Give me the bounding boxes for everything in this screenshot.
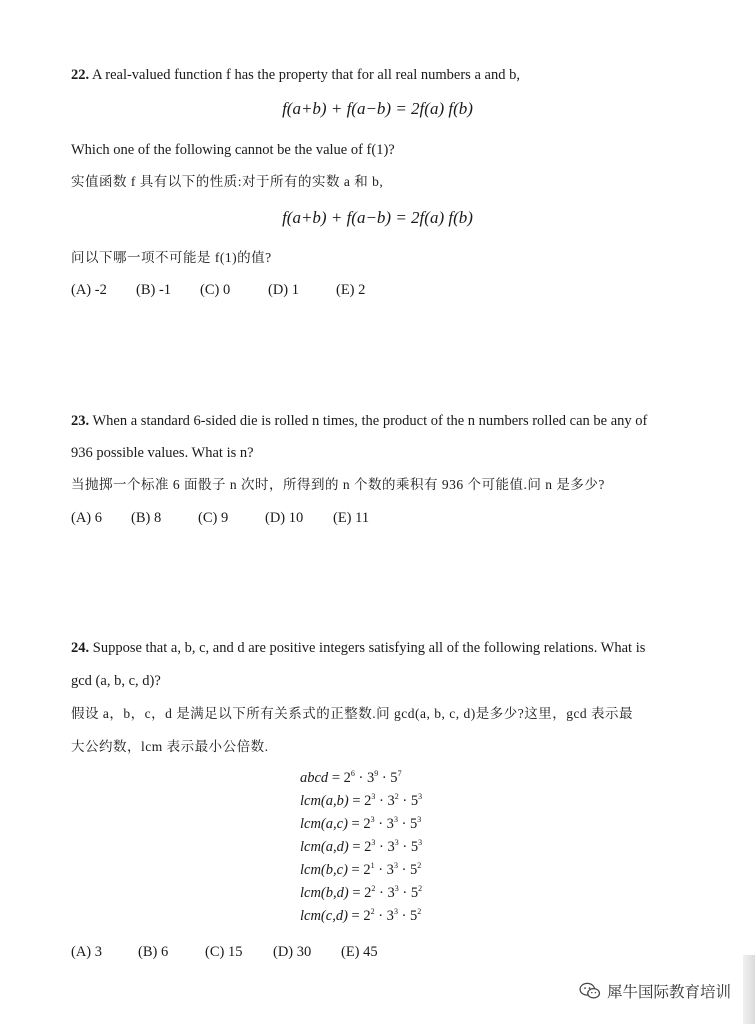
relation-lhs: lcm(c,d): [300, 908, 348, 924]
exp-3: 3: [393, 861, 398, 870]
exp-2: 1: [370, 861, 375, 870]
q23-choice-d: (D) 10: [265, 510, 304, 526]
relation-row: $lcm(a,c) = 2^3 \cdot 3^3 \cdot 5^3$: [300, 815, 422, 832]
q24-choice-c: (C) 15: [205, 944, 243, 960]
q23-choice-a: (A) 6: [71, 510, 103, 526]
exp-2: 3: [370, 815, 375, 824]
q22-cn-text: 实值函数 f 具有以下的性质:对于所有的实数 a 和 b,: [71, 174, 384, 189]
exp-3: 3: [393, 907, 398, 916]
exp-2: 2: [371, 884, 376, 893]
q24-text-1: [71, 639, 645, 657]
q23-text-1: [71, 412, 647, 430]
exp-5: 3: [417, 815, 422, 824]
q22-choice-e: (E) 2: [336, 282, 366, 298]
q24-text-2: gcd (a, b, c, d)?: [71, 673, 161, 689]
exp-5: 3: [418, 792, 423, 801]
q23-choice-e: (E) 11: [333, 510, 370, 526]
q22-choice-a: (A) -2: [71, 282, 107, 298]
relation-row: $lcm(b,d) = 2^2 \cdot 3^3 \cdot 5^2$: [300, 884, 423, 901]
q24-number: 24.: [71, 640, 90, 656]
watermark-text: 犀牛国际教育培训: [606, 983, 731, 1001]
q23-text-2: 936 possible values. What is n?: [71, 445, 254, 461]
exp-2: 3: [371, 792, 376, 801]
q22-choice-b: (B) -1: [136, 282, 172, 298]
relation-row: $lcm(b,c) = 2^1 \cdot 3^3 \cdot 5^2$: [300, 861, 422, 878]
exp-3: 3: [394, 838, 399, 847]
q24-cn-line-1: 假设 a，b，c，d 是满足以下所有关系式的正整数.问 gcd(a, b, c, d)是多少?这里，gcd 表示最: [71, 706, 634, 721]
q22-number: 22.: [71, 67, 90, 83]
q24-choice-b: (B) 6: [138, 944, 169, 960]
relation-lhs: lcm(a,d): [300, 839, 349, 855]
relation-lhs: lcm(a,b): [300, 793, 349, 809]
q24-choice-d: (D) 30: [273, 944, 312, 960]
q22-choice-d: (D) 1: [268, 282, 300, 298]
q22-cn-equation: f(a+b) + f(a−b) = 2f(a) f(b): [282, 208, 473, 227]
relation-row: $lcm(a,b) = 2^3 \cdot 3^2 \cdot 5^3$: [300, 792, 423, 809]
q23-cn-text: 当抛掷一个标准 6 面骰子 n 次时，所得到的 n 个数的乘积有 936 个可能值.问 n 是多少?: [71, 477, 605, 492]
q23-choice-b: (B) 8: [131, 510, 162, 526]
q22-question: Which one of the following cannot be the value of f(1)?: [71, 142, 395, 158]
exp-5: 2: [418, 884, 423, 893]
exp-2: 6: [350, 769, 355, 778]
exp-3: 9: [374, 769, 379, 778]
q22-choice-c: (C) 0: [200, 282, 231, 298]
relation-lhs: abcd: [300, 770, 329, 786]
watermark: [579, 980, 731, 1002]
relation-row: $lcm(c,d) = 2^2 \cdot 3^3 \cdot 5^2$: [300, 907, 422, 924]
relation-lhs: lcm(a,c): [300, 816, 348, 832]
exp-2: 2: [370, 907, 375, 916]
exp-5: 7: [397, 769, 402, 778]
exp-5: 2: [417, 907, 422, 916]
q22-text: [71, 66, 520, 84]
q24-choice-a: (A) 3: [71, 944, 103, 960]
q24-statement-1: Suppose that a, b, c, and d are positive integers satisfying all of the following relations. What is: [92, 640, 646, 656]
q22-statement: A real-valued function f has the property that for all real numbers a and b,: [91, 67, 520, 83]
exp-2: 3: [371, 838, 376, 847]
q24-choice-e: (E) 45: [341, 944, 378, 960]
relation-row: abcd = $2^6 \cdot 3^9 \cdot 5^7$: [300, 769, 402, 786]
q24-cn-line-2: 大公约数，lcm 表示最小公倍数.: [71, 739, 269, 754]
exp-3: 2: [394, 792, 399, 801]
q23-statement-1: When a standard 6-sided die is rolled n times, the product of the n numbers rolled can be any of: [92, 413, 648, 429]
page-edge: [743, 955, 755, 1024]
exp-5: 3: [418, 838, 423, 847]
relation-lhs: lcm(b,d): [300, 885, 349, 901]
exp-3: 3: [394, 884, 399, 893]
exp-5: 2: [417, 861, 422, 870]
q22-cn-question: 问以下哪一项不可能是 f(1)的值?: [71, 250, 272, 265]
wechat-icon: [579, 982, 601, 1000]
q23-choice-c: (C) 9: [198, 510, 229, 526]
q22-equation: f(a+b) + f(a−b) = 2f(a) f(b): [282, 99, 473, 118]
q23-number: 23.: [71, 413, 90, 429]
exp-3: 3: [393, 815, 398, 824]
relation-row: $lcm(a,d) = 2^3 \cdot 3^3 \cdot 5^3$: [300, 838, 423, 855]
relation-lhs: lcm(b,c): [300, 862, 348, 878]
